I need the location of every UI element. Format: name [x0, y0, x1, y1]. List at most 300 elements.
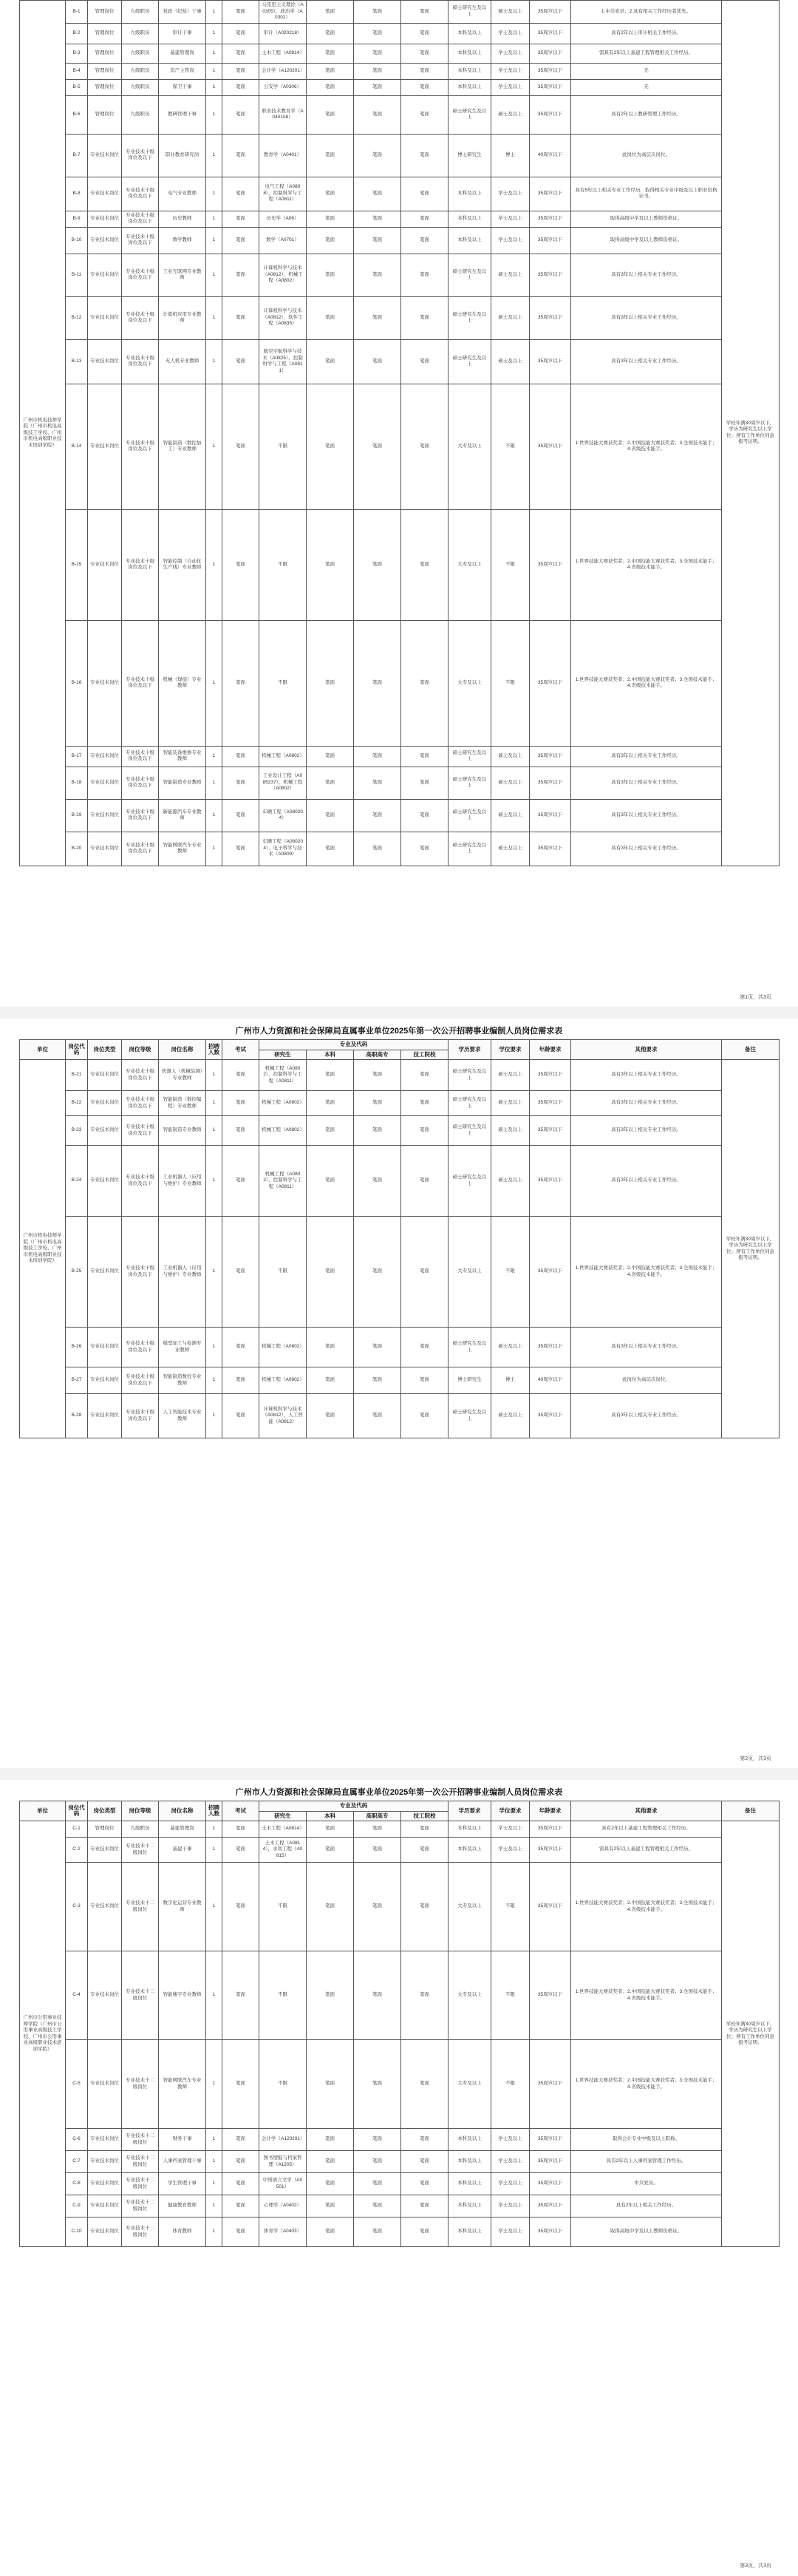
major-technician-cell: 笔面 [401, 1367, 449, 1394]
exam-cell: 笔面 [222, 23, 259, 44]
major-college-cell: 笔面 [354, 227, 401, 254]
post-name-cell: 智能制造数控专业教师 [159, 1367, 206, 1394]
requirement-cell: 具有3年以上相关专业工作经历。 [571, 1394, 722, 1438]
requirement-cell: 具有3年以上相关专业工作经历。 [571, 339, 722, 384]
major-technician-cell: 笔面 [401, 799, 449, 832]
post-level-cell: 专业技术十级岗位及以下 [122, 1060, 159, 1091]
header-post-type: 岗位类型 [88, 1801, 122, 1821]
header-bachelor: 本科 [307, 1811, 354, 1821]
degree-cell: 硕士及以上 [491, 767, 530, 799]
post-level-cell: 专业技术十二级岗位 [122, 1951, 159, 2040]
post-name-cell: 数字化运营专业教师 [159, 1863, 206, 1951]
count-cell: 1 [206, 23, 222, 44]
post-code-cell: B-27 [66, 1367, 88, 1394]
table-row [20, 63, 780, 79]
header-edu: 学历要求 [449, 1801, 491, 1821]
post-level-cell: 专业技术十级岗位及以下 [122, 1328, 159, 1367]
header-postgraduate: 研究生 [259, 1050, 307, 1060]
post-type-cell: 专业技术岗位 [88, 509, 122, 620]
post-type-cell: 专业技术岗位 [88, 832, 122, 866]
major-bachelor-cell: 笔面 [307, 620, 354, 746]
degree-cell: 学士及以上 [491, 2129, 530, 2151]
requirement-cell: 无 [571, 63, 722, 79]
exam-cell: 笔面 [222, 1, 259, 24]
edu-cell: 硕士研究生及以上 [449, 1, 491, 24]
post-name-cell: 计算机应用专业教师 [159, 296, 206, 339]
exam-cell: 笔面 [222, 63, 259, 79]
post-level-cell: 专业技术十二级岗位 [122, 2040, 159, 2129]
degree-cell: 硕士及以上 [491, 1328, 530, 1367]
edu-cell: 硕士研究生及以上 [449, 746, 491, 767]
major-bachelor-cell: 笔面 [307, 1821, 354, 1838]
table-row [20, 2173, 780, 2195]
major-postgraduate-cell: 心理学（A0402） [259, 2195, 307, 2218]
degree-cell: 学士及以上 [491, 2151, 530, 2173]
edu-cell: 硕士研究生及以上 [449, 832, 491, 866]
exam-cell: 笔面 [222, 339, 259, 384]
post-code-cell: B-23 [66, 1116, 88, 1146]
edu-cell: 本科及以上 [449, 2129, 491, 2151]
post-type-cell: 专业技术岗位 [88, 1328, 122, 1367]
exam-cell: 笔面 [222, 2151, 259, 2173]
age-cell: 35周岁以下 [530, 1394, 571, 1438]
remark-cell: 学校年满30周岁以下，学历为研究生以上学位；须有工作单位同意报考证明。 [722, 1060, 780, 1438]
post-code-cell: B-8 [66, 177, 88, 211]
post-type-cell: 管理岗位 [88, 1, 122, 24]
post-name-cell: 机器人（机械装调）专业教师 [159, 1060, 206, 1091]
degree-cell: 硕士及以上 [491, 254, 530, 296]
post-name-cell: 智能网联汽车专业教师 [159, 832, 206, 866]
major-bachelor-cell: 笔面 [307, 1328, 354, 1367]
post-level-cell: 九级职员 [122, 23, 159, 44]
post-type-cell: 管理岗位 [88, 23, 122, 44]
post-name-cell: 智能制造专业教师 [159, 1116, 206, 1146]
requirement-cell: 具有2年以上教研管理工作经历。 [571, 95, 722, 134]
age-cell: 35周岁以下 [530, 339, 571, 384]
major-postgraduate-cell: 中国语言文学（A0501） [259, 2173, 307, 2195]
post-type-cell: 专业技术岗位 [88, 2040, 122, 2129]
post-name-cell: 教研管理干事 [159, 95, 206, 134]
age-cell: 35周岁以下 [530, 23, 571, 44]
post-level-cell: 专业技术十级岗位及以下 [122, 227, 159, 254]
post-code-cell: B-22 [66, 1091, 88, 1116]
major-bachelor-cell: 笔面 [307, 134, 354, 177]
table-row [20, 620, 780, 746]
major-postgraduate-cell: 不限 [259, 620, 307, 746]
degree-cell: 学士及以上 [491, 2173, 530, 2195]
post-level-cell: 九级职员 [122, 1821, 159, 1838]
major-college-cell: 笔面 [354, 1951, 401, 2040]
major-postgraduate-cell: 机械工程（A0802），控制科学与工程（A0811） [259, 1060, 307, 1091]
header-age: 年龄要求 [530, 1040, 571, 1060]
degree-cell: 硕士及以上 [491, 1146, 530, 1217]
major-technician-cell: 笔面 [401, 620, 449, 746]
post-code-cell: B-21 [66, 1060, 88, 1091]
table-row [20, 1863, 780, 1951]
post-name-cell: 人事档案管理干事 [159, 2151, 206, 2173]
post-level-cell: 九级职员 [122, 95, 159, 134]
exam-cell: 笔面 [222, 1328, 259, 1367]
requirement-cell: 具有3年以上相关专业工作经历。 [571, 296, 722, 339]
age-cell: 35周岁以下 [530, 384, 571, 509]
count-cell: 1 [206, 1091, 222, 1116]
post-type-cell: 专业技术岗位 [88, 2173, 122, 2195]
major-bachelor-cell: 笔面 [307, 1367, 354, 1394]
header-age: 年龄要求 [530, 1801, 571, 1821]
requirement-cell: 无 [571, 79, 722, 95]
major-postgraduate-cell: 不限 [259, 384, 307, 509]
age-cell: 35周岁以下 [530, 1, 571, 24]
post-level-cell: 专业技术十级岗位及以下 [122, 767, 159, 799]
edu-cell: 大专及以上 [449, 620, 491, 746]
major-postgraduate-cell: 机械工程（A0802），控制科学与工程（A0811） [259, 1146, 307, 1217]
remark-cell: 学校年满30周岁以下，学历为研究生以上学位；须有工作单位同意报考证明。 [722, 1, 780, 866]
edu-cell: 硕士研究生及以上 [449, 296, 491, 339]
degree-cell: 学士及以上 [491, 63, 530, 79]
table-row [20, 2040, 780, 2129]
degree-cell: 学士及以上 [491, 1821, 530, 1838]
post-type-cell: 专业技术岗位 [88, 1060, 122, 1091]
post-level-cell: 专业技术十级岗位及以下 [122, 1367, 159, 1394]
post-type-cell: 专业技术岗位 [88, 384, 122, 509]
post-name-cell: 资产主管岗 [159, 63, 206, 79]
page-divider [0, 1007, 798, 1019]
post-type-cell: 专业技术岗位 [88, 1217, 122, 1328]
post-code-cell: B-6 [66, 95, 88, 134]
requirement-cell: 具有3年以上相关专业工作经历。 [571, 1116, 722, 1146]
post-name-cell: 财务干事 [159, 2129, 206, 2151]
major-college-cell: 笔面 [354, 134, 401, 177]
major-bachelor-cell: 笔面 [307, 767, 354, 799]
major-bachelor-cell: 笔面 [307, 2173, 354, 2195]
post-level-cell: 专业技术十级岗位及以下 [122, 620, 159, 746]
major-postgraduate-cell: 不限 [259, 2040, 307, 2129]
post-level-cell: 专业技术十级岗位及以下 [122, 177, 159, 211]
header-major: 专业及代码 [259, 1040, 449, 1050]
age-cell: 35周岁以下 [530, 832, 571, 866]
page-divider [0, 1768, 798, 1780]
exam-cell: 笔面 [222, 1217, 259, 1328]
table-row [20, 79, 780, 95]
post-name-cell: 健康教育教师 [159, 2195, 206, 2218]
age-cell: 35周岁以下 [530, 177, 571, 211]
post-type-cell: 管理岗位 [88, 1821, 122, 1838]
post-name-cell: 审计干事 [159, 23, 206, 44]
exam-cell: 笔面 [222, 2218, 259, 2247]
header-remark: 备注 [722, 1040, 780, 1060]
major-postgraduate-cell: 电气工程（A0808），控制科学与工程（A0811） [259, 177, 307, 211]
major-college-cell: 笔面 [354, 2195, 401, 2218]
major-postgraduate-cell: 机械工程（A0802） [259, 1091, 307, 1116]
major-postgraduate-cell: 数学（A0701） [259, 227, 307, 254]
post-name-cell: 学生管理干事 [159, 2173, 206, 2195]
major-college-cell: 笔面 [354, 1, 401, 24]
edu-cell: 大专及以上 [449, 2040, 491, 2129]
requirement-cell: 具有5年以上相关专业工作经历，取得相关专业中级及以上职业资格证书。 [571, 177, 722, 211]
page-2 [19, 1020, 779, 1767]
post-level-cell: 专业技术十级岗位及以下 [122, 799, 159, 832]
major-bachelor-cell: 笔面 [307, 509, 354, 620]
post-level-cell: 九级职员 [122, 63, 159, 79]
requirement-cell: 取得高级中学及以上教师资格证。 [571, 211, 722, 227]
count-cell: 1 [206, 134, 222, 177]
exam-cell: 笔面 [222, 1116, 259, 1146]
exam-cell: 笔面 [222, 1821, 259, 1838]
post-code-cell: C-5 [66, 2040, 88, 2129]
requirement-cell: 1.世界技能大赛获奖者；2.中国技能大赛获奖者；3.全国技术能手；4.省级技术能手。 [571, 2040, 722, 2129]
exam-cell: 笔面 [222, 620, 259, 746]
table-row [20, 767, 780, 799]
major-bachelor-cell: 笔面 [307, 1116, 354, 1146]
major-bachelor-cell: 笔面 [307, 1060, 354, 1091]
table-row [20, 254, 780, 296]
major-college-cell: 笔面 [354, 620, 401, 746]
major-postgraduate-cell: 公安学（A0306） [259, 79, 307, 95]
page-title: 广州市人力资源和社会保障局直属事业单位2025年第一次公开招聘事业编制人员岗位需求表 [235, 1788, 563, 1797]
table-row [20, 1, 780, 24]
exam-cell: 笔面 [222, 177, 259, 211]
post-name-cell: 智能楼宇专业教师 [159, 1951, 206, 2040]
major-technician-cell: 笔面 [401, 44, 449, 63]
header-degree: 学位要求 [491, 1040, 530, 1060]
major-college-cell: 笔面 [354, 2173, 401, 2195]
major-technician-cell: 笔面 [401, 509, 449, 620]
major-college-cell: 笔面 [354, 1367, 401, 1394]
age-cell: 35周岁以下 [530, 1951, 571, 2040]
post-level-cell: 专业技术十级岗位及以下 [122, 211, 159, 227]
exam-cell: 笔面 [222, 44, 259, 63]
header-row [20, 1040, 780, 1050]
degree-cell: 硕士及以上 [491, 1394, 530, 1438]
exam-cell: 笔面 [222, 79, 259, 95]
post-code-cell: C-8 [66, 2173, 88, 2195]
major-postgraduate-cell: 机械工程（A0802） [259, 1367, 307, 1394]
post-code-cell: B-18 [66, 767, 88, 799]
age-cell: 35周岁以下 [530, 1060, 571, 1091]
post-code-cell: B-20 [66, 832, 88, 866]
edu-cell: 硕士研究生及以上 [449, 95, 491, 134]
edu-cell: 硕士研究生及以上 [449, 339, 491, 384]
post-name-cell: 无人机专业教师 [159, 339, 206, 384]
age-cell: 35周岁以下 [530, 2040, 571, 2129]
table-row [20, 134, 780, 177]
requirement-cell: 具有2年以上相关工作经历。 [571, 2195, 722, 2218]
edu-cell: 本科及以上 [449, 211, 491, 227]
major-bachelor-cell: 笔面 [307, 1951, 354, 2040]
edu-cell: 硕士研究生及以上 [449, 1060, 491, 1091]
table-row [20, 296, 780, 339]
exam-cell: 笔面 [222, 2173, 259, 2195]
requirement-cell: 具有3年以上相关专业工作经历。 [571, 1091, 722, 1116]
major-postgraduate-cell: 职业技术教育学（A040108） [259, 95, 307, 134]
post-name-cell: 智能制造（数控编程）专业教师 [159, 1091, 206, 1116]
post-code-cell: C-1 [66, 1821, 88, 1838]
post-name-cell: 智能网联汽车专业教师 [159, 2040, 206, 2129]
post-name-cell: 党政（纪检）干事 [159, 1, 206, 24]
requirement-cell: 中共党员。 [571, 2173, 722, 2195]
page-footer: 第2页，共3页 [740, 1756, 771, 1761]
major-postgraduate-cell: 历史学（A06） [259, 211, 307, 227]
count-cell: 1 [206, 1328, 222, 1367]
post-code-cell: C-9 [66, 2195, 88, 2218]
degree-cell: 博士 [491, 1367, 530, 1394]
major-technician-cell: 笔面 [401, 2151, 449, 2173]
major-technician-cell: 笔面 [401, 339, 449, 384]
requirement-cell: 取得高级中学及以上教师资格证。 [571, 2218, 722, 2247]
requirement-cell: 需具有2年以上基建工程管理相关工作经历。 [571, 1838, 722, 1863]
age-cell: 35周岁以下 [530, 44, 571, 63]
requirement-cell: 具有3年以上相关专业工作经历。 [571, 1328, 722, 1367]
post-code-cell: B-12 [66, 296, 88, 339]
post-level-cell: 专业技术十二级岗位 [122, 2218, 159, 2247]
post-code-cell: B-9 [66, 211, 88, 227]
table-row [20, 799, 780, 832]
degree-cell: 学士及以上 [491, 177, 530, 211]
edu-cell: 本科及以上 [449, 23, 491, 44]
post-type-cell: 专业技术岗位 [88, 2151, 122, 2173]
count-cell: 1 [206, 832, 222, 866]
table-row [20, 1060, 780, 1091]
major-bachelor-cell: 笔面 [307, 23, 354, 44]
post-level-cell: 专业技术十级岗位及以下 [122, 746, 159, 767]
exam-cell: 笔面 [222, 95, 259, 134]
major-college-cell: 笔面 [354, 767, 401, 799]
exam-cell: 笔面 [222, 1367, 259, 1394]
degree-cell: 不限 [491, 1951, 530, 2040]
post-code-cell: C-2 [66, 1838, 88, 1863]
count-cell: 1 [206, 2195, 222, 2218]
post-code-cell: B-24 [66, 1146, 88, 1217]
major-bachelor-cell: 笔面 [307, 2218, 354, 2247]
major-college-cell: 笔面 [354, 2218, 401, 2247]
major-college-cell: 笔面 [354, 1838, 401, 1863]
edu-cell: 大专及以上 [449, 1863, 491, 1951]
major-bachelor-cell: 笔面 [307, 227, 354, 254]
degree-cell: 不限 [491, 1217, 530, 1328]
header-technician: 技工院校 [401, 1811, 449, 1821]
age-cell: 35周岁以下 [530, 509, 571, 620]
major-bachelor-cell: 笔面 [307, 384, 354, 509]
post-name-cell: 工业机器人（应用与维护）专业教师 [159, 1146, 206, 1217]
edu-cell: 本科及以上 [449, 1821, 491, 1838]
major-technician-cell: 笔面 [401, 2173, 449, 2195]
age-cell: 35周岁以下 [530, 254, 571, 296]
count-cell: 1 [206, 799, 222, 832]
edu-cell: 博士研究生 [449, 134, 491, 177]
major-postgraduate-cell: 机械工程（A0802） [259, 1328, 307, 1367]
exam-cell: 笔面 [222, 509, 259, 620]
post-level-cell: 专业技术十二级岗位 [122, 2151, 159, 2173]
requirement-cell: 此岗位为高层次岗位。 [571, 134, 722, 177]
major-bachelor-cell: 笔面 [307, 2040, 354, 2129]
table-row [20, 1091, 780, 1116]
requirement-cell: 此岗位为高层次岗位。 [571, 1367, 722, 1394]
degree-cell: 学士及以上 [491, 227, 530, 254]
post-code-cell: B-16 [66, 620, 88, 746]
post-level-cell: 专业技术十级岗位及以下 [122, 384, 159, 509]
degree-cell: 硕士及以上 [491, 832, 530, 866]
page-title: 广州市人力资源和社会保障局直属事业单位2025年第一次公开招聘事业编制人员岗位需求表 [235, 1027, 563, 1036]
major-postgraduate-cell: 土木工程（A0814），水利工程（A0815） [259, 1838, 307, 1863]
major-bachelor-cell: 笔面 [307, 1394, 354, 1438]
major-technician-cell: 笔面 [401, 1394, 449, 1438]
major-college-cell: 笔面 [354, 799, 401, 832]
requirement-cell: 1.世界技能大赛获奖者；2.中国技能大赛获奖者；3.全国技术能手；4.省级技术能手。 [571, 1863, 722, 1951]
edu-cell: 硕士研究生及以上 [449, 1116, 491, 1146]
post-level-cell: 专业技术十二级岗位 [122, 2129, 159, 2151]
major-college-cell: 笔面 [354, 296, 401, 339]
count-cell: 1 [206, 79, 222, 95]
major-college-cell: 笔面 [354, 2129, 401, 2151]
age-cell: 35周岁以下 [530, 1863, 571, 1951]
requirement-cell: 具有2年以上基建工程管理相关工作经历。 [571, 1821, 722, 1838]
major-bachelor-cell: 笔面 [307, 339, 354, 384]
major-postgraduate-cell: 土木工程（A0814） [259, 1821, 307, 1838]
post-level-cell: 专业技术十级岗位及以下 [122, 832, 159, 866]
post-code-cell: C-10 [66, 2218, 88, 2247]
major-college-cell: 笔面 [354, 95, 401, 134]
post-type-cell: 专业技术岗位 [88, 1838, 122, 1863]
degree-cell: 不限 [491, 620, 530, 746]
header-other: 其他要求 [571, 1040, 722, 1060]
header-post-type: 岗位类型 [88, 1040, 122, 1060]
post-type-cell: 专业技术岗位 [88, 799, 122, 832]
requirement-cell: 1.世界技能大赛获奖者；2.中国技能大赛获奖者；3.全国技术能手；4.省级技术能手。 [571, 1951, 722, 2040]
table-row [20, 384, 780, 509]
post-level-cell: 专业技术十级岗位及以下 [122, 339, 159, 384]
page-3 [19, 1781, 779, 2572]
major-postgraduate-cell: 教育学（A0401） [259, 134, 307, 177]
count-cell: 1 [206, 1146, 222, 1217]
major-postgraduate-cell: 不限 [259, 509, 307, 620]
post-code-cell: B-28 [66, 1394, 88, 1438]
major-college-cell: 笔面 [354, 23, 401, 44]
header-college: 高职高专 [354, 1811, 401, 1821]
table-row [20, 1951, 780, 2040]
table-row [20, 1367, 780, 1394]
major-college-cell: 笔面 [354, 832, 401, 866]
count-cell: 1 [206, 620, 222, 746]
major-bachelor-cell: 笔面 [307, 254, 354, 296]
post-code-cell: B-1 [66, 1, 88, 24]
major-postgraduate-cell: 计算机科学与技术（A0812），软件工程（A0835） [259, 296, 307, 339]
table-row [20, 1394, 780, 1438]
page-footer: 第1页，共3页 [740, 995, 771, 1000]
post-level-cell: 专业技术十级岗位及以下 [122, 1146, 159, 1217]
major-technician-cell: 笔面 [401, 95, 449, 134]
edu-cell: 本科及以上 [449, 79, 491, 95]
major-bachelor-cell: 笔面 [307, 296, 354, 339]
count-cell: 1 [206, 2040, 222, 2129]
major-bachelor-cell: 笔面 [307, 746, 354, 767]
age-cell: 40周岁以下 [530, 1367, 571, 1394]
degree-cell: 学士及以上 [491, 1838, 530, 1863]
age-cell: 35周岁以下 [530, 1838, 571, 1863]
exam-cell: 笔面 [222, 134, 259, 177]
exam-cell: 笔面 [222, 832, 259, 866]
major-bachelor-cell: 笔面 [307, 1, 354, 24]
post-name-cell: 数学教师 [159, 227, 206, 254]
post-code-cell: B-2 [66, 23, 88, 44]
post-type-cell: 专业技术岗位 [88, 339, 122, 384]
post-code-cell: C-3 [66, 1863, 88, 1951]
age-cell: 35周岁以下 [530, 1821, 571, 1838]
requirement-cell: 1.世界技能大赛获奖者；2.中国技能大赛获奖者；3.全国技术能手；4.省级技术能手。 [571, 620, 722, 746]
degree-cell: 学士及以上 [491, 2195, 530, 2218]
requirement-cell: 1.世界技能大赛获奖者；2.中国技能大赛获奖者；3.全国技术能手；4.省级技术能手。 [571, 384, 722, 509]
major-technician-cell: 笔面 [401, 1091, 449, 1116]
major-postgraduate-cell: 不限 [259, 1863, 307, 1951]
